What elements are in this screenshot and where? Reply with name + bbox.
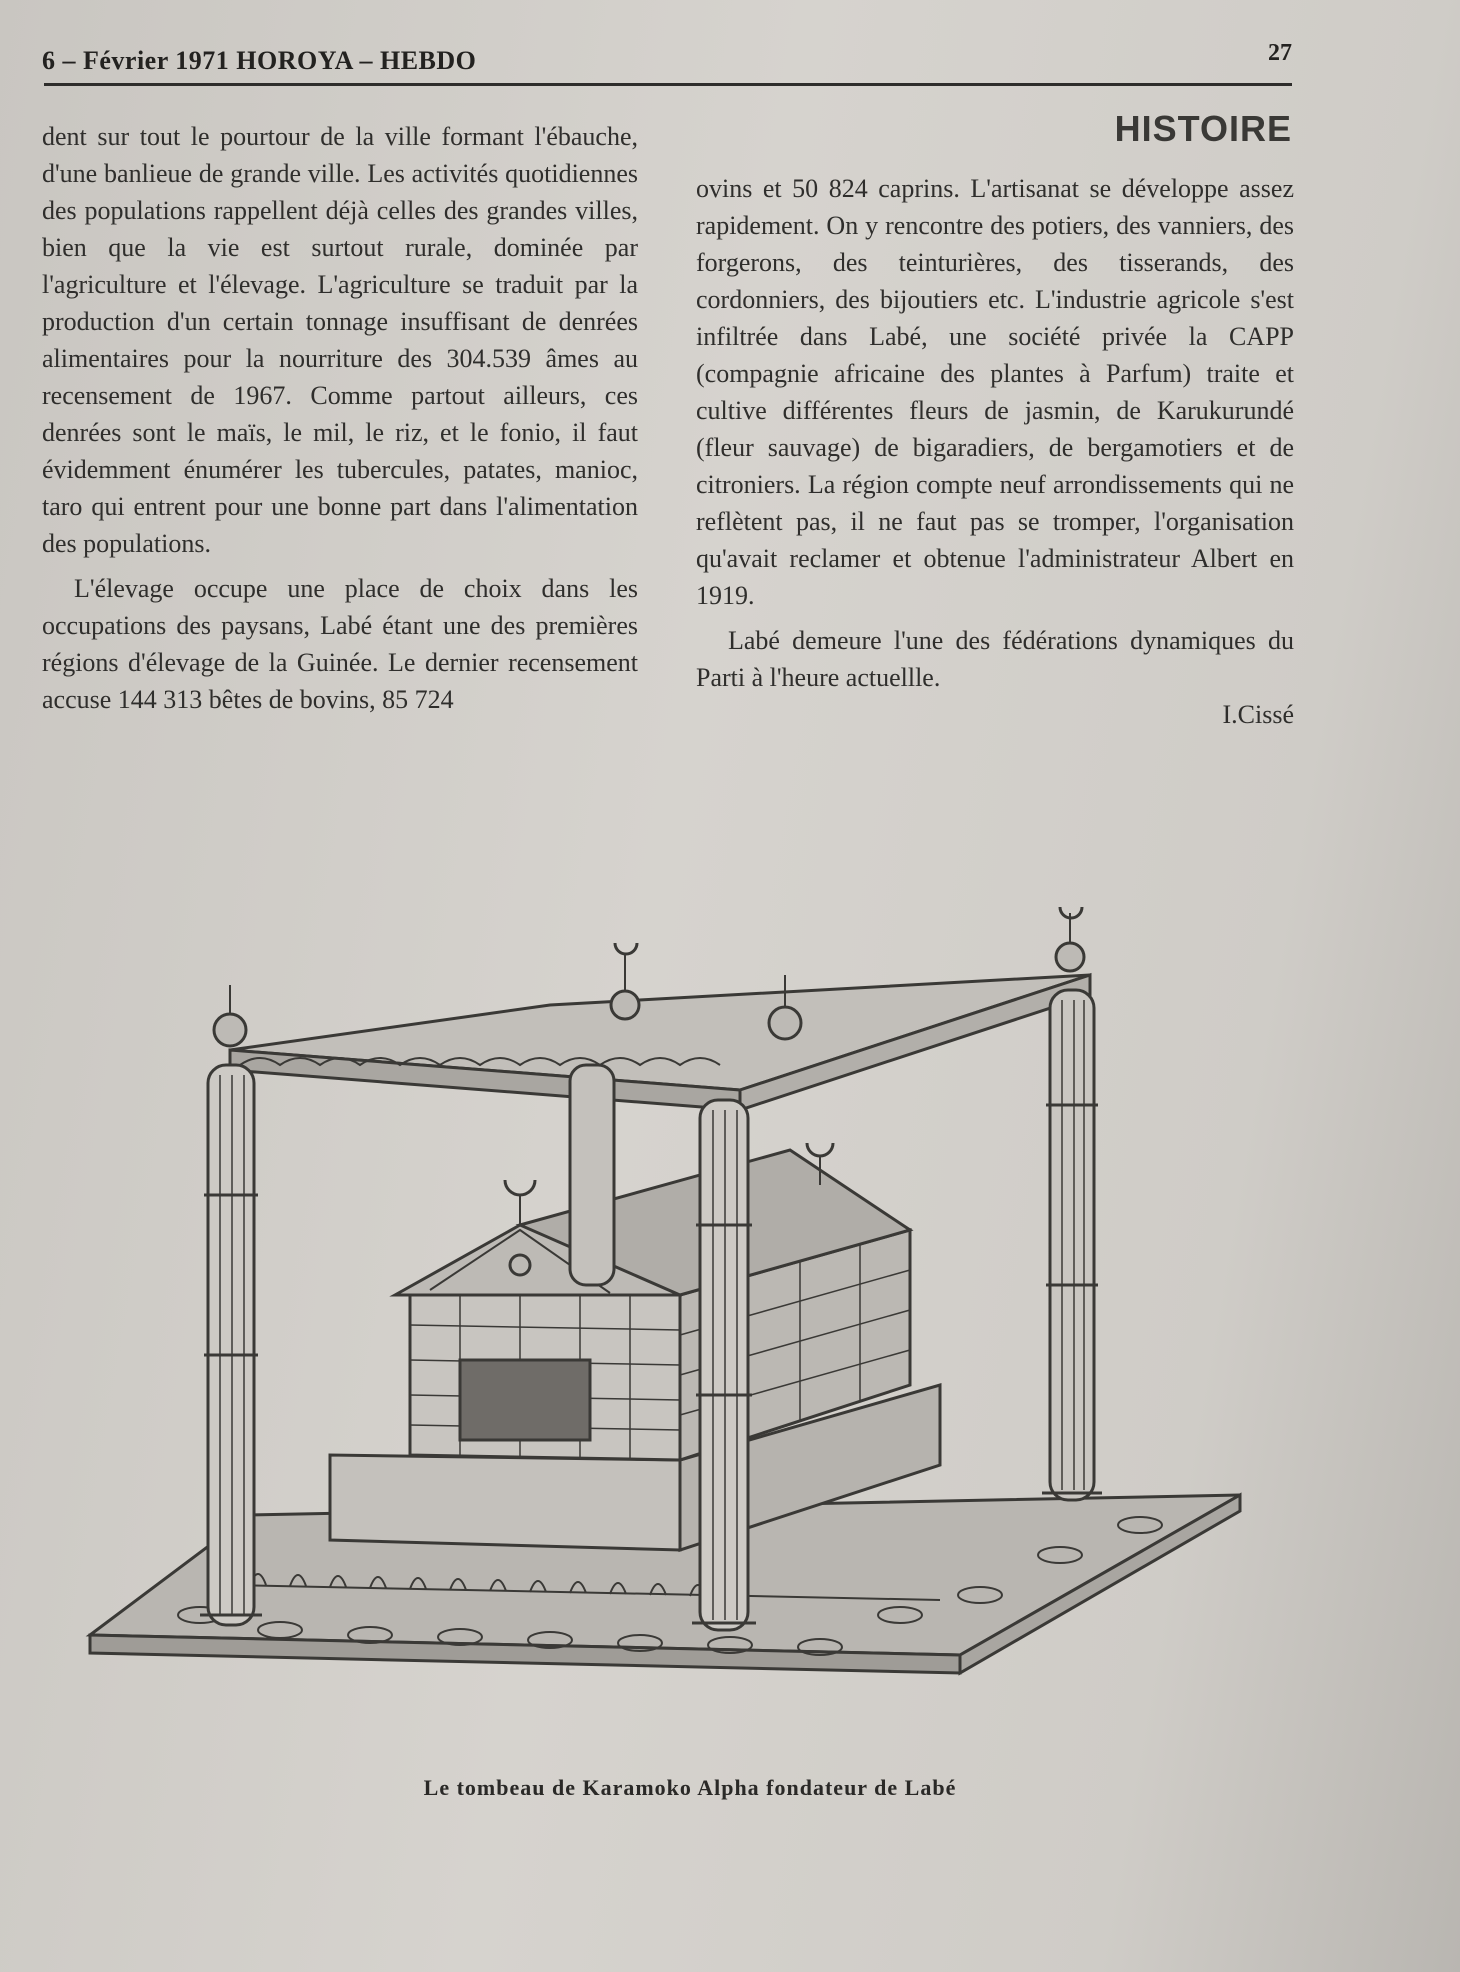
illustration-caption: Le tombeau de Karamoko Alpha fondateur de Labé [423, 1775, 957, 1800]
page-header [42, 40, 1292, 80]
paragraph-artisanat: ovins et 50 824 caprins. L'artisanat se développe assez rapidement. On y rencontre des potiers, des vanniers, des forgerons, des teinturières, des tisserands, des cordonniers, des bijoutiers etc. L'industrie agricole s'est infiltrée dans Labé, une société privée la CAPP (compagnie africaine des plantes à Parfum) traite et cultive différentes fleurs de jasmin, de Karukurundé (fleur sauvage) de bigaradiers, de bergamotiers et de citroniers. La région compte neuf arrondissements qui ne reflètent pas, il ne faut pas se tromper, l'organisation qu'avait reclamer et obtenue l'administrateur Albert en 1919. [696, 174, 1294, 610]
header-date-title: 6 – Février 1971 HOROYA – HEBDO [42, 46, 477, 75]
header-rule [44, 83, 1292, 86]
article-column-right [696, 170, 1294, 733]
author-signature: I.Cissé [1222, 700, 1294, 729]
article-column-left [42, 118, 638, 718]
section-title: HISTOIRE [1114, 108, 1292, 149]
paragraph-elevage: L'élevage occupe une place de choix dans les occupations des paysans, Labé étant une des premières régions d'élevage de la Guinée. Le dernier recensement accuse 144 313 bêtes de bovins, 85 724 [42, 574, 638, 714]
paragraph-conclusion: Labé demeure l'une des fédérations dynamiques du Parti à l'heure actuellle. [696, 626, 1294, 692]
page-number: 27 [1268, 40, 1292, 66]
tomb-illustration [80, 895, 1250, 1745]
paragraph-agriculture: dent sur tout le pourtour de la ville formant l'ébauche, d'une banlieue de grande ville. Les activités quotidiennes des populations rappellent déjà celles des grandes villes, bien que la vie est surtout rurale, dominée par l'agriculture et l'élevage. L'agriculture se traduit par la production d'un certain tonnage insuffisant de denrées alimentaires pour la nourriture des 304.539 âmes au recensement de 1967. Comme partout ailleurs, ces denrées sont le maïs, le mil, le riz, et le fonio, il faut évidemment énumérer les tubercules, patates, manioc, taro qui entrent pour une bonne part dans l'alimentation des populations. [42, 122, 638, 558]
